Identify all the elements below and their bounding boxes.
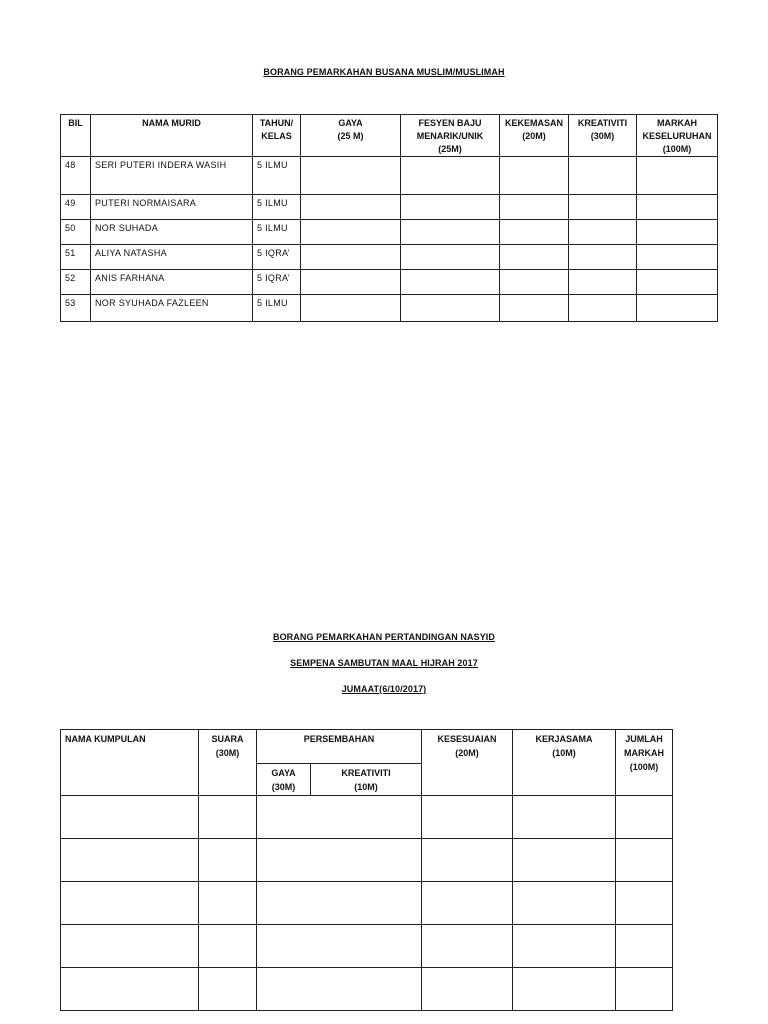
header-gaya: GAYA (30M) [257, 764, 311, 796]
score-cell[interactable] [257, 968, 422, 1011]
score-cell[interactable] [616, 839, 673, 882]
score-cell[interactable] [401, 195, 500, 220]
score-cell[interactable] [422, 968, 513, 1011]
score-cell[interactable] [500, 270, 569, 295]
cell-kelas: 5 IQRA’ [253, 245, 301, 270]
score-cell[interactable] [616, 925, 673, 968]
score-cell[interactable] [569, 270, 637, 295]
score-cell[interactable] [500, 195, 569, 220]
score-cell[interactable] [301, 220, 401, 245]
score-cell[interactable] [301, 295, 401, 322]
score-cell[interactable] [569, 220, 637, 245]
table-row [61, 796, 673, 839]
group-name-cell[interactable] [61, 839, 199, 882]
table-row [61, 968, 673, 1011]
form2-subtitle: SEMPENA SAMBUTAN MAAL HIJRAH 2017 [290, 658, 478, 668]
score-cell[interactable] [401, 245, 500, 270]
score-cell[interactable] [513, 925, 616, 968]
header-kerjasama: KERJASAMA (10M) [513, 730, 616, 796]
score-cell[interactable] [616, 796, 673, 839]
score-cell[interactable] [500, 157, 569, 195]
cell-kelas: 5 ILMU [253, 295, 301, 322]
cell-kelas: 5 ILMU [253, 157, 301, 195]
score-cell[interactable] [569, 245, 637, 270]
cell-nama: ALIYA NATASHA [91, 245, 253, 270]
score-cell[interactable] [422, 839, 513, 882]
score-cell[interactable] [637, 245, 718, 270]
nasyid-scoring-table [60, 729, 673, 1011]
score-cell[interactable] [616, 968, 673, 1011]
score-cell[interactable] [637, 270, 718, 295]
score-cell[interactable] [199, 839, 257, 882]
header-kesesuaian: KESESUAIAN (20M) [422, 730, 513, 796]
score-cell[interactable] [500, 295, 569, 322]
score-cell[interactable] [199, 882, 257, 925]
header-jumlah-markah: JUMLAH MARKAH (100M) [616, 730, 673, 796]
form2-title: BORANG PEMARKAHAN PERTANDINGAN NASYID [272, 632, 496, 642]
header-kreativiti: KREATIVITI (30M) [569, 115, 637, 157]
cell-bil: 48 [61, 157, 91, 195]
score-cell[interactable] [257, 882, 422, 925]
header-kekemasan: KEKEMASAN (20M) [500, 115, 569, 157]
score-cell[interactable] [199, 796, 257, 839]
table-row [61, 295, 718, 322]
score-cell[interactable] [422, 796, 513, 839]
form2-date: JUMAAT(6/10/2017) [341, 684, 427, 694]
table-row [61, 839, 673, 882]
header-markah: MARKAH KESELURUHAN (100M) [637, 115, 718, 157]
cell-bil: 51 [61, 245, 91, 270]
cell-bil: 50 [61, 220, 91, 245]
score-cell[interactable] [257, 796, 422, 839]
score-cell[interactable] [637, 157, 718, 195]
group-name-cell[interactable] [61, 968, 199, 1011]
score-cell[interactable] [569, 295, 637, 322]
score-cell[interactable] [513, 882, 616, 925]
header-fesyen: FESYEN BAJU MENARIK/UNIK (25M) [401, 115, 500, 157]
header-nama-murid: NAMA MURID [91, 115, 253, 157]
header-tahun-kelas: TAHUN/ KELAS [253, 115, 301, 157]
form1-title: BORANG PEMARKAHAN BUSANA MUSLIM/MUSLIMAH [263, 67, 505, 77]
score-cell[interactable] [401, 270, 500, 295]
score-cell[interactable] [616, 882, 673, 925]
cell-bil: 49 [61, 195, 91, 220]
score-cell[interactable] [401, 220, 500, 245]
cell-nama: PUTERI NORMAISARA [91, 195, 253, 220]
cell-kelas: 5 IQRA’ [253, 270, 301, 295]
score-cell[interactable] [401, 157, 500, 195]
table-row [61, 195, 718, 220]
header-gaya: GAYA (25 M) [301, 115, 401, 157]
score-cell[interactable] [637, 295, 718, 322]
score-cell[interactable] [257, 925, 422, 968]
score-cell[interactable] [199, 968, 257, 1011]
score-cell[interactable] [569, 195, 637, 220]
header-nama-kumpulan: NAMA KUMPULAN [61, 730, 199, 796]
score-cell[interactable] [199, 925, 257, 968]
header-suara: SUARA (30M) [199, 730, 257, 796]
score-cell[interactable] [301, 245, 401, 270]
score-cell[interactable] [422, 925, 513, 968]
group-name-cell[interactable] [61, 925, 199, 968]
score-cell[interactable] [422, 882, 513, 925]
group-name-cell[interactable] [61, 796, 199, 839]
table-header-row [61, 115, 718, 157]
cell-nama: ANIS FARHANA [91, 270, 253, 295]
score-cell[interactable] [637, 195, 718, 220]
cell-nama: SERI PUTERI INDERA WASIH [91, 157, 253, 195]
cell-kelas: 5 ILMU [253, 220, 301, 245]
table-row [61, 925, 673, 968]
group-name-cell[interactable] [61, 882, 199, 925]
cell-kelas: 5 ILMU [253, 195, 301, 220]
table-row [61, 882, 673, 925]
header-bil: BIL [61, 115, 91, 157]
score-cell[interactable] [401, 295, 500, 322]
table-row [61, 220, 718, 245]
cell-bil: 53 [61, 295, 91, 322]
score-cell[interactable] [500, 245, 569, 270]
table-header-row [61, 730, 673, 764]
busana-scoring-table [60, 114, 718, 322]
score-cell[interactable] [301, 195, 401, 220]
header-kreativiti: KREATIVITI (10M) [311, 764, 422, 796]
table-row [61, 245, 718, 270]
score-cell[interactable] [301, 270, 401, 295]
table-row [61, 157, 718, 195]
score-cell[interactable] [569, 157, 637, 195]
score-cell[interactable] [637, 220, 718, 245]
score-cell[interactable] [513, 839, 616, 882]
score-cell[interactable] [257, 839, 422, 882]
score-cell[interactable] [513, 968, 616, 1011]
score-cell[interactable] [513, 796, 616, 839]
cell-bil: 52 [61, 270, 91, 295]
header-persembahan: PERSEMBAHAN [257, 730, 422, 764]
cell-nama: NOR SUHADA [91, 220, 253, 245]
score-cell[interactable] [500, 220, 569, 245]
score-cell[interactable] [301, 157, 401, 195]
table-row [61, 270, 718, 295]
cell-nama: NOR SYUHADA FAZLEEN [91, 295, 253, 322]
